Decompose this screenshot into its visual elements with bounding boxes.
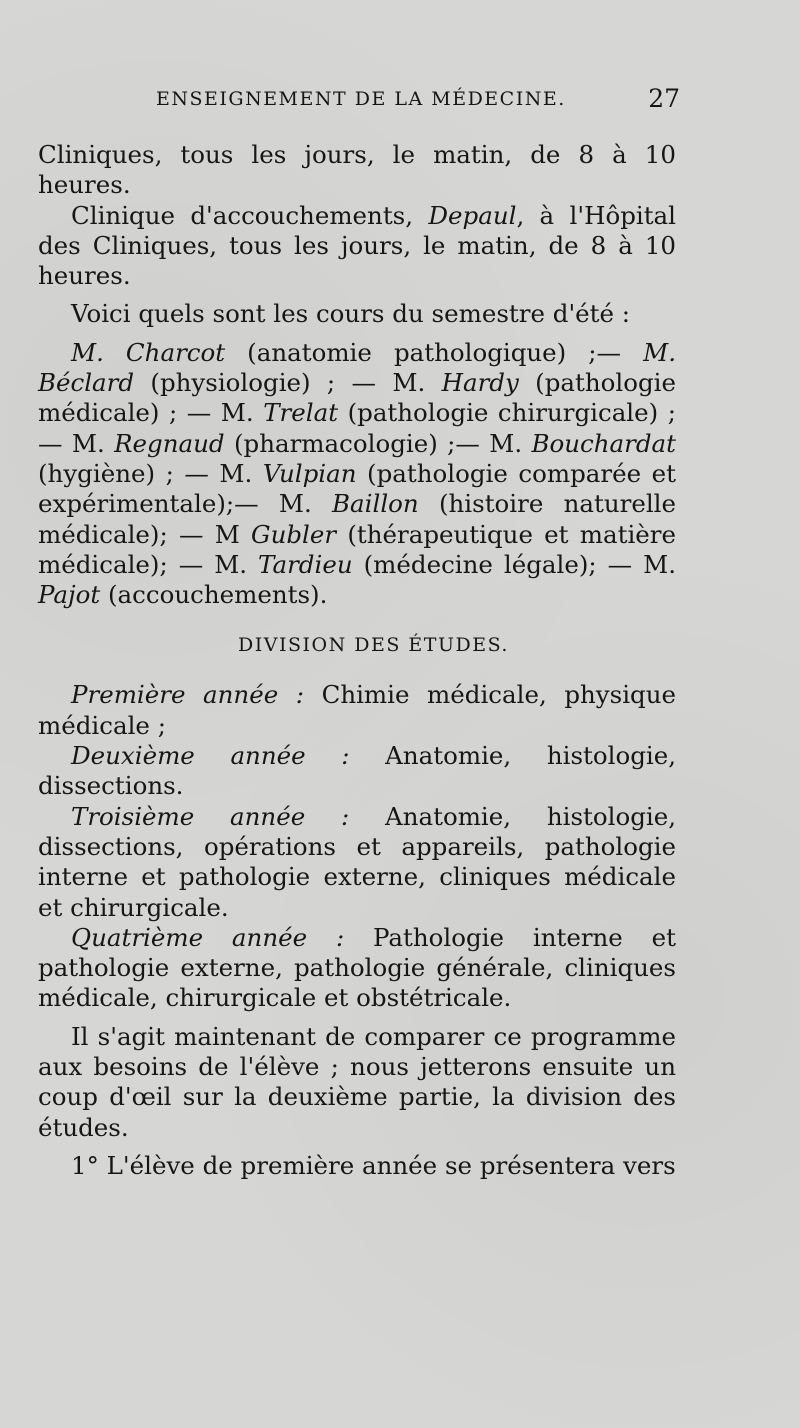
text-run: Voici quels sont les cours du semestre d'été : (71, 299, 631, 329)
professor-name: Regnaud (114, 428, 225, 458)
professor-name: Pajot (38, 580, 101, 610)
text-run: Chimie médicale, physique médicale ; (38, 680, 676, 740)
year-label: Deuxième année : (71, 741, 350, 771)
text-run: Clinique d'accouchements, (71, 200, 429, 230)
professor-name: Depaul (428, 200, 517, 230)
text-run: Cliniques, tous les jours, le matin, de 8 à 10 heures. (38, 140, 676, 200)
text-run: Pathologie interne et pathologie externe, pathologie générale, cliniques médicale, chirurgicale et obstétricale. (38, 922, 676, 1013)
text-run: Anatomie, histologie, dissections. (38, 741, 677, 801)
text-run: (accouchements). (100, 580, 328, 610)
paragraph-professors-list (38, 338, 676, 611)
professor-name: Bouchardat (531, 428, 676, 458)
running-title: ENSEIGNEMENT DE LA MÉDECINE. (156, 88, 566, 110)
text-run: (thérapeutique et matière médicale); — M. (38, 519, 676, 579)
text-run: 1° L'élève de première année se présentera vers (71, 1150, 676, 1180)
text-run: (physiologie) ; — M. (134, 368, 442, 398)
text-run: , à l'Hôpital des Cliniques, tous les jours, le matin, de 8 à 10 heures. (38, 200, 676, 291)
text-run: (pathologie médicale) ; — M. (38, 368, 676, 428)
paragraph-first-year (38, 680, 676, 741)
text-run: Anatomie, histologie, dissections, opérations et appareils, pathologie interne et pathologie externe, cliniques médicale et chirurgicale. (38, 801, 676, 922)
text-run: (pathologie comparée et expérimentale);— M. (38, 458, 676, 519)
professor-name: M. Béclard (38, 337, 676, 398)
paragraph-obstetric-clinic (38, 201, 676, 292)
text-run: (anatomie pathologique) ;— (225, 337, 644, 367)
year-label: Première année : (71, 680, 305, 710)
paragraph-summer-courses-intro (38, 299, 676, 329)
text-run: (médecine légale); — M. (352, 549, 676, 579)
paragraph-third-year (38, 802, 676, 923)
text-run: (pathologie chirurgicale) ; — M. (38, 398, 676, 458)
professor-name: Trelat (263, 398, 339, 428)
section-heading: DIVISION DES ÉTUDES. (238, 634, 509, 657)
professor-name: Gubler (251, 519, 337, 549)
text-run: (histoire naturelle médicale); — M (38, 489, 676, 549)
professor-name: Vulpian (262, 458, 357, 488)
professor-name: Baillon (332, 489, 419, 519)
page-header (156, 84, 680, 118)
text-run: Il s'agit maintenant de comparer ce programme aux besoins de l'élève ; nous jetterons ensuite un coup d'œil sur la deuxième partie, la division des études. (38, 1021, 676, 1142)
professor-name: Tardieu (258, 549, 353, 579)
professor-name: Hardy (441, 368, 519, 398)
text-run: (pharmacologie) ;— M. (224, 428, 532, 458)
paragraph-clinics-hours (38, 140, 676, 201)
paragraph-second-year (38, 741, 676, 802)
year-label: Quatrième année : (71, 922, 345, 952)
text-run: (hygiène) ; — M. (38, 458, 263, 488)
paragraph-fourth-year (38, 923, 676, 1014)
professor-name: M. Charcot (71, 337, 226, 367)
page-body (38, 140, 676, 1181)
page-number: 27 (648, 84, 680, 113)
year-label: Troisième année : (71, 801, 350, 831)
paragraph-comparison (38, 1022, 676, 1143)
paragraph-first-year-student (38, 1151, 676, 1181)
